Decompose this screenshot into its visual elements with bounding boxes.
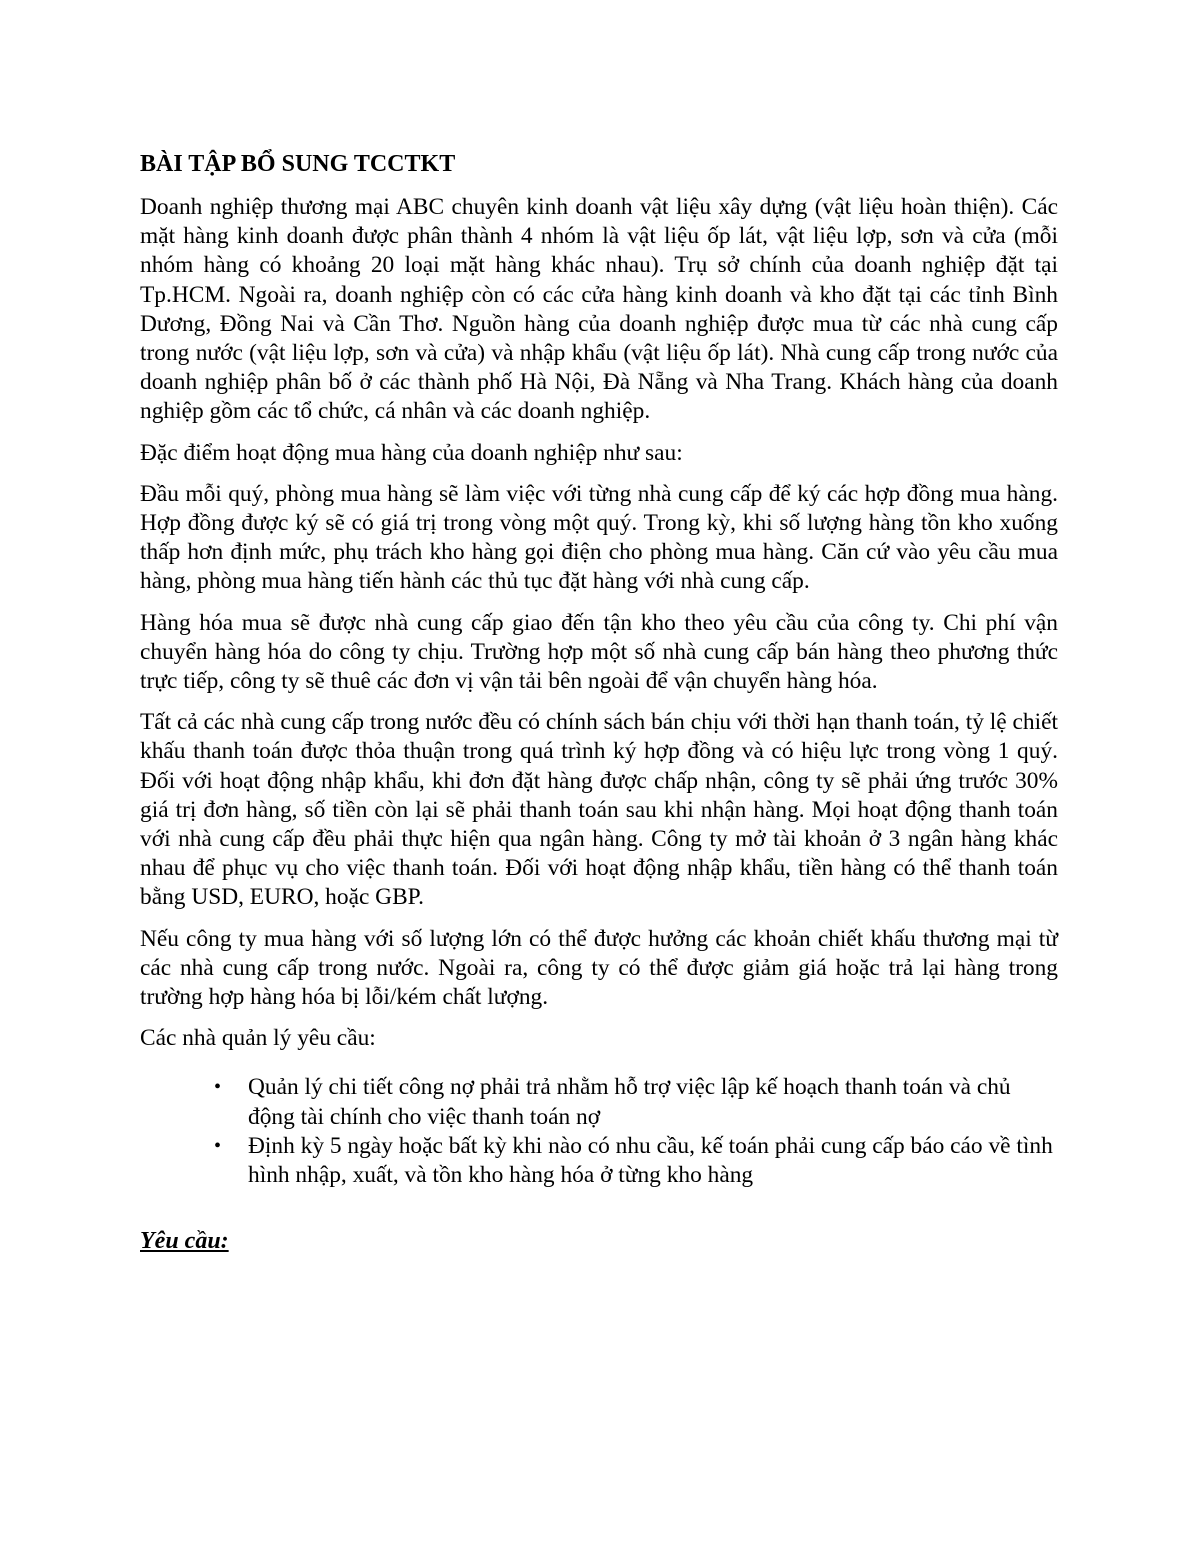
list-item: [214, 1073, 1058, 1131]
delivery-paragraph: Hàng hóa mua sẽ được nhà cung cấp giao đến tận kho theo yêu cầu của công ty. Chi phí vận chuyển hàng hóa do công ty chịu. Trường hợp một số nhà cung cấp bán hàng theo phương thức trực tiếp, công ty sẽ thuê các đơn vị vận tải bên ngoài để vận chuyển hàng hóa.: [140, 609, 1058, 695]
payment-paragraph: Tất cả các nhà cung cấp trong nước đều có chính sách bán chịu với thời hạn thanh toán, tỷ lệ chiết khấu thanh toán được thỏa thuận trong quá trình ký hợp đồng và có hiệu lực trong vòng 1 quý. Đối với hoạt động nhập khẩu, khi đơn đặt hàng được chấp nhận, công ty sẽ phải ứng trước 30% giá trị đơn hàng, số tiền còn lại sẽ phải thanh toán sau khi nhận hàng. Mọi hoạt động thanh toán với nhà cung cấp đều phải thực hiện qua ngân hàng. Công ty mở tài khoản ở 3 ngân hàng khác nhau để phục vụ cho việc thanh toán. Đối với hoạt động nhập khẩu, tiền hàng có thể thanh toán bằng USD, EURO, hoặc GBP.: [140, 709, 1058, 911]
intro-paragraph: Doanh nghiệp thương mại ABC chuyên kinh doanh vật liệu xây dựng (vật liệu hoàn thiện). Các mặt hàng kinh doanh được phân thành 4 nhóm là vật liệu ốp lát, vật liệu lợp, sơn và cửa (mỗi nhóm hàng có khoảng 20 loại mặt hàng khác nhau). Trụ sở chính của doanh nghiệp đặt tại Tp.HCM. Ngoài ra, doanh nghiệp còn có các cửa hàng kinh doanh và kho đặt tại các tỉnh Bình Dương, Đồng Nai và Cần Thơ. Nguồn hàng của doanh nghiệp được mua từ các nhà cung cấp trong nước (vật liệu lợp, sơn và cửa) và nhập khẩu (vật liệu ốp lát). Nhà cung cấp trong nước của doanh nghiệp phân bố ở các thành phố Hà Nội, Đà Nẵng và Nha Trang. Khách hàng của doanh nghiệp gồm các tổ chức, cá nhân và các doanh nghiệp.: [140, 194, 1058, 425]
purchase-heading: Đặc điểm hoạt động mua hàng của doanh nghiệp như sau:: [140, 439, 683, 466]
bullet-icon: •: [214, 1076, 222, 1099]
list-item: [214, 1132, 1058, 1190]
managers-heading: Các nhà quản lý yêu cầu:: [140, 1025, 376, 1052]
contracts-paragraph: Đầu mỗi quý, phòng mua hàng sẽ làm việc với từng nhà cung cấp để ký các hợp đồng mua hàng. Hợp đồng được ký sẽ có giá trị trong vòng một quý. Trong kỳ, khi số lượng hàng tồn kho xuống thấp hơn định mức, phụ trách kho hàng gọi điện cho phòng mua hàng. Căn cứ vào yêu cầu mua hàng, phòng mua hàng tiến hành các thủ tục đặt hàng với nhà cung cấp.: [140, 480, 1058, 595]
bullet-icon: •: [214, 1134, 222, 1157]
requirements-list: [140, 1073, 1058, 1190]
requirements-heading: Yêu cầu:: [140, 1228, 229, 1255]
list-item-text: Quản lý chi tiết công nợ phải trả nhằm hỗ trợ việc lập kế hoạch thanh toán và chủ động tài chính cho việc thanh toán nợ: [248, 1074, 1011, 1130]
discounts-paragraph: Nếu công ty mua hàng với số lượng lớn có thể được hưởng các khoản chiết khấu thương mại từ các nhà cung cấp trong nước. Ngoài ra, công ty có thể được giảm giá hoặc trả lại hàng trong trường hợp hàng hóa bị lỗi/kém chất lượng.: [140, 925, 1058, 1011]
list-item-text: Định kỳ 5 ngày hoặc bất kỳ khi nào có nhu cầu, kế toán phải cung cấp báo cáo về tình hình nhập, xuất, và tồn kho hàng hóa ở từng kho hàng: [248, 1132, 1053, 1189]
document-title: BÀI TẬP BỔ SUNG TCCTKT: [140, 151, 456, 177]
document-page: [140, 150, 1058, 1256]
